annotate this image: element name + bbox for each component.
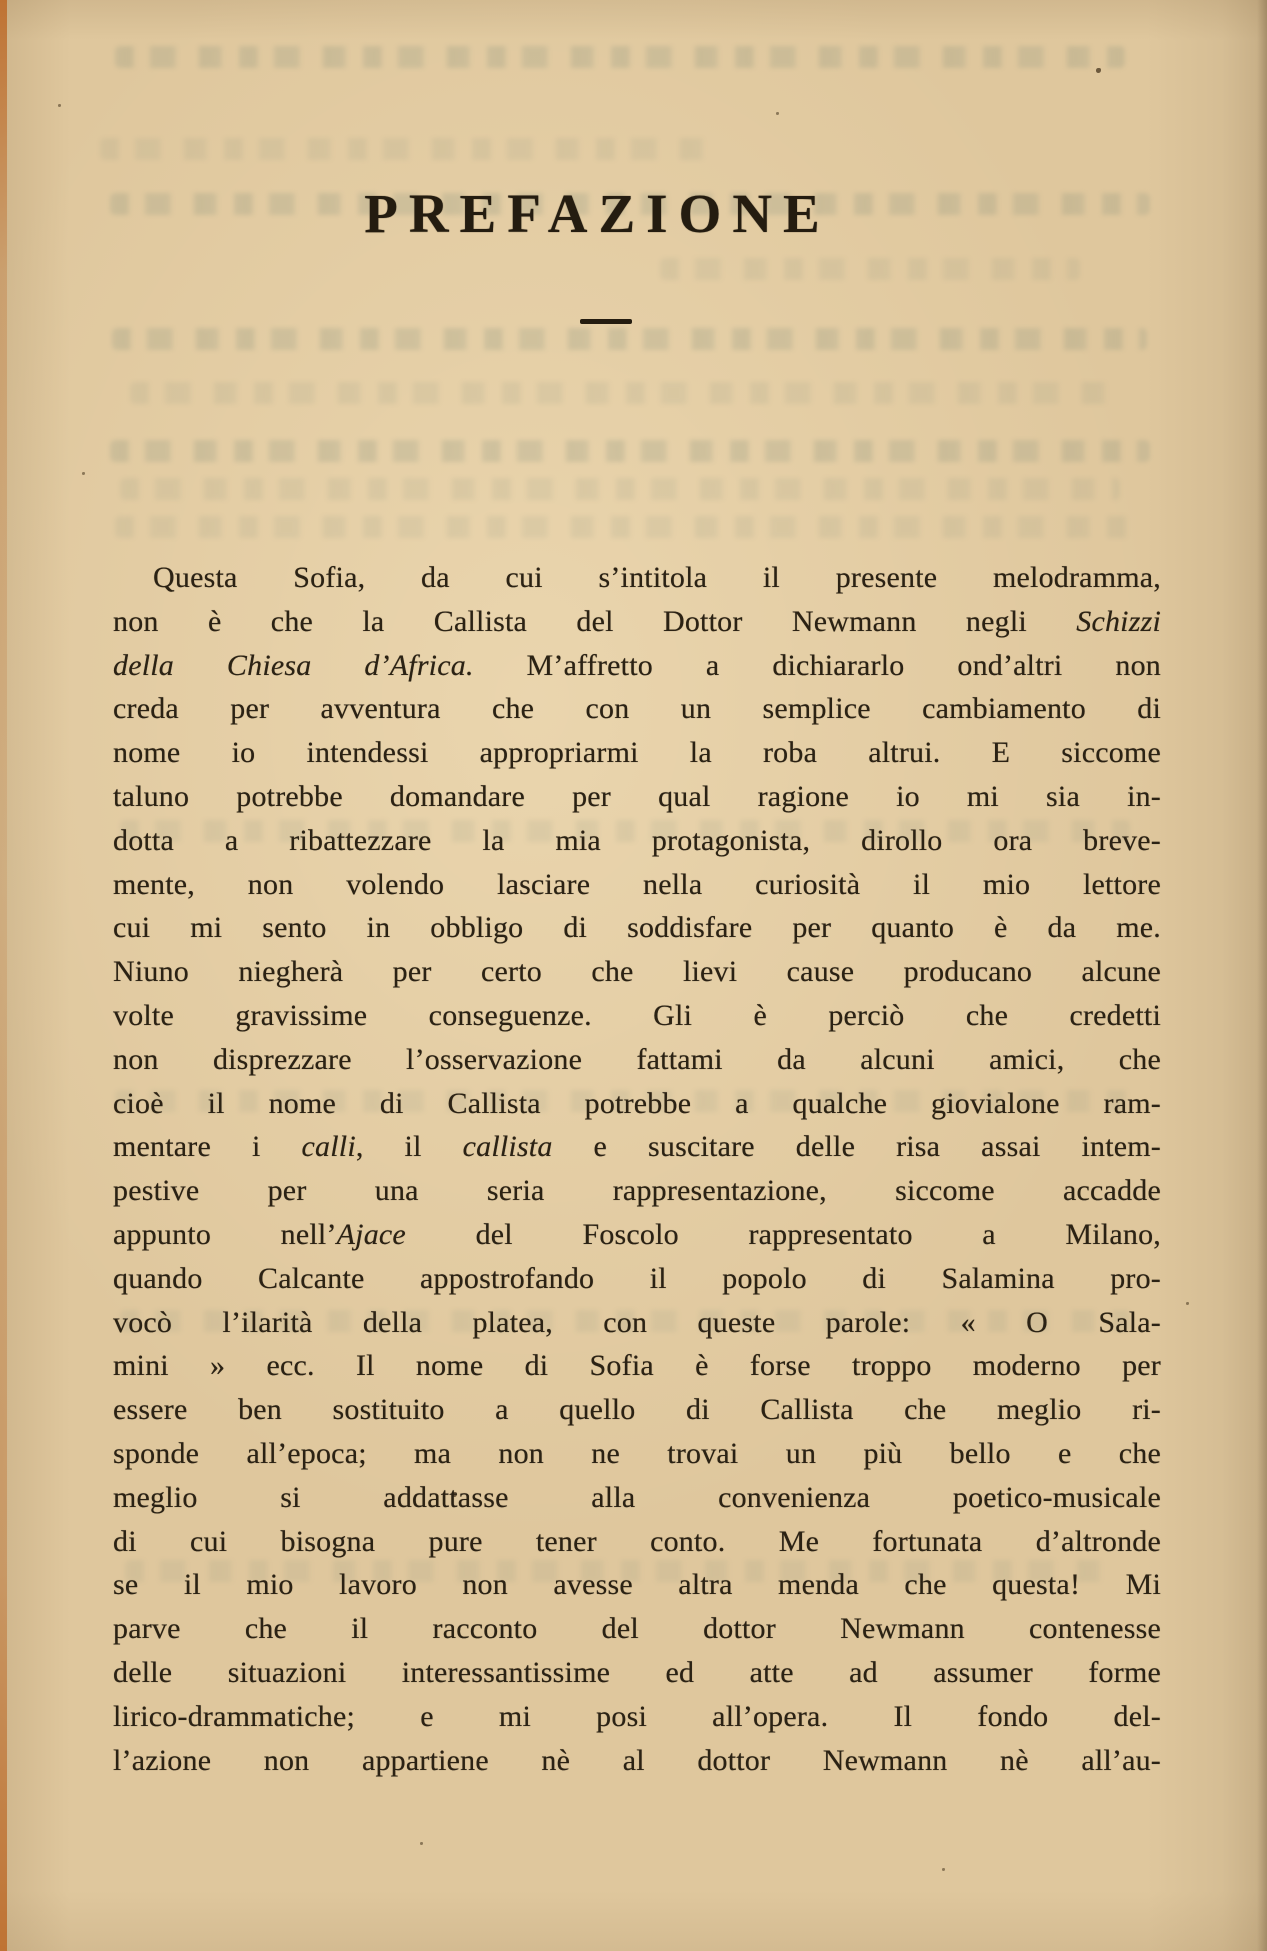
page-title: PREFAZIONE — [364, 183, 831, 244]
bleedthrough-artifact — [115, 46, 1125, 68]
text-line: delle situazioni interessantissime ed atte ad assumer forme — [113, 1655, 1161, 1689]
bleedthrough-artifact — [112, 328, 1147, 350]
text-line: mente, non volendo lasciare nella curiosità il mio lettore — [113, 867, 1161, 901]
text-line: non è che la Callista del Dottor Newmann negli Schizzi — [113, 604, 1161, 638]
text-line: sponde all’epoca; ma non ne trovai un più bello e che — [113, 1436, 1161, 1470]
text-line: dotta a ribattezzare la mia protagonista, dirollo ora breve- — [113, 823, 1161, 857]
text-line: Questa Sofia, da cui s’intitola il presente melodramma, — [153, 561, 1161, 594]
text-line: mini » ecc. Il nome di Sofia è forse troppo moderno per — [113, 1349, 1161, 1383]
bleedthrough-artifact — [130, 382, 1110, 404]
section-divider — [580, 319, 632, 324]
text-line: mentare i calli, il callista e suscitare delle risa assai intem- — [113, 1130, 1161, 1164]
text-line: quando Calcante appostrofando il popolo di Salamina pro- — [113, 1261, 1161, 1295]
bleedthrough-artifact — [115, 516, 1135, 538]
text-line: di cui bisogna pure tener conto. Me fortunata d’altronde — [113, 1524, 1161, 1558]
page-edge-left — [0, 0, 7, 1951]
text-line: cioè il nome di Callista potrebbe a qualche giovialone ram- — [113, 1086, 1161, 1120]
text-line: creda per avventura che con un semplice cambiamento di — [113, 692, 1161, 726]
text-line: l’azione non appartiene nè al dottor Newmann nè all’au- — [113, 1743, 1161, 1777]
paper-speck-icon — [82, 472, 85, 475]
text-line: volte gravissime conseguenze. Gli è perciò che credetti — [113, 998, 1161, 1032]
text-line: nome io intendessi appropriarmi la roba altrui. E siccome — [113, 736, 1161, 770]
text-line: essere ben sostituito a quello di Callista che meglio ri- — [113, 1393, 1161, 1427]
paper-speck-icon — [58, 104, 61, 107]
text-line: non disprezzare l’osservazione fattami da alcuni amici, che — [113, 1042, 1161, 1076]
text-line: meglio si addattasse alla convenienza poetico-musicale — [113, 1480, 1161, 1514]
text-line: della Chiesa d’Africa. M’affretto a dichiararlo ond’altri non — [113, 648, 1161, 682]
bleedthrough-artifact — [120, 478, 1120, 500]
text-line: Niuno niegherà per certo che lievi cause producano alcune — [113, 955, 1161, 989]
paper-speck-icon — [942, 1868, 945, 1871]
paper-speck-icon — [420, 1842, 423, 1845]
paper-speck-icon — [1096, 68, 1101, 73]
text-line: taluno potrebbe domandare per qual ragione io mi sia in- — [113, 779, 1161, 813]
text-line: appunto nell’Ajace del Foscolo rappresentato a Milano, — [113, 1217, 1161, 1251]
paper-speck-icon — [1186, 1302, 1189, 1305]
text-line: parve che il racconto del dottor Newmann contenesse — [113, 1612, 1161, 1646]
text-line: lirico-drammatiche; e mi posi all’opera. Il fondo del- — [113, 1699, 1161, 1733]
page-edge-right — [1257, 0, 1267, 1951]
paper-speck-icon — [776, 112, 779, 115]
text-line: vocò l’ilarità della platea, con queste parole: « O Sala- — [113, 1305, 1161, 1339]
body-text — [113, 556, 1161, 1782]
bleedthrough-artifact — [660, 258, 1080, 280]
text-line: se il mio lavoro non avesse altra menda che questa! Mi — [113, 1568, 1161, 1602]
text-line: pestive per una seria rappresentazione, siccome accadde — [113, 1174, 1161, 1208]
bleedthrough-artifact — [100, 138, 720, 160]
text-line: cui mi sento in obbligo di soddisfare per quanto è da me. — [113, 911, 1161, 945]
bleedthrough-artifact — [110, 440, 1150, 462]
